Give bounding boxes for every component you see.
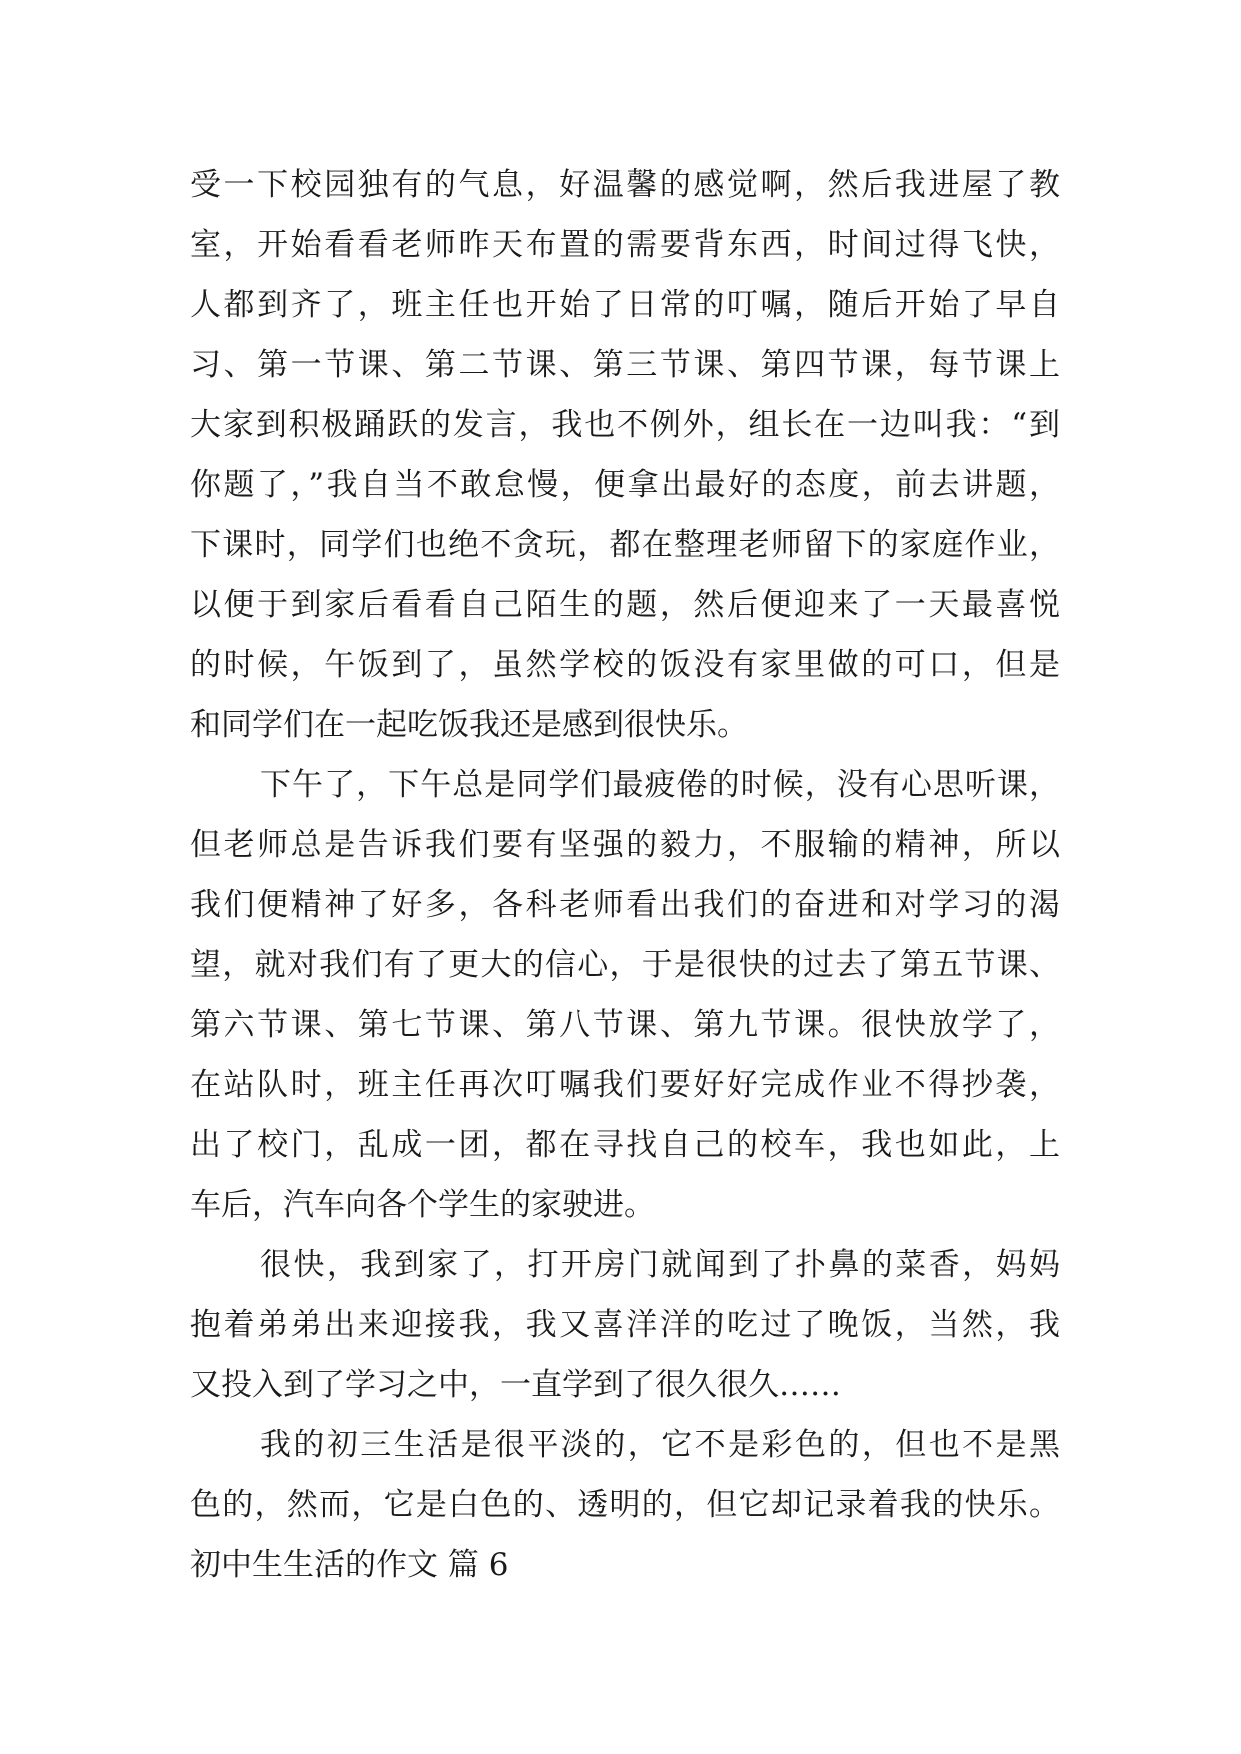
- paragraph-start-line: 下午了，下午总是同学们最疲倦的时候，没有心思听课，: [260, 767, 1060, 803]
- section-heading: 初中生生活的作文 篇 6: [190, 1547, 509, 1583]
- text-line: 的时候，午饭到了，虽然学校的饭没有家里做的可口，但是: [190, 647, 1060, 683]
- text-line: 下课时，同学们也绝不贪玩，都在整理老师留下的家庭作业，: [190, 527, 1060, 563]
- text-line: 抱着弟弟出来迎接我，我又喜洋洋的吃过了晚饭，当然，我: [190, 1307, 1060, 1343]
- text-line: 大家到积极踊跃的发言，我也不例外，组长在一边叫我：“到: [190, 407, 1060, 443]
- text-line: 以便于到家后看看自己陌生的题，然后便迎来了一天最喜悦: [190, 587, 1060, 623]
- text-line: 色的，然而，它是白色的、透明的，但它却记录着我的快乐。: [190, 1487, 1060, 1523]
- text-line: 在站队时，班主任再次叮嘱我们要好好完成作业不得抄袭，: [190, 1067, 1060, 1103]
- text-line: 出了校门，乱成一团，都在寻找自己的校车，我也如此，上: [190, 1127, 1060, 1163]
- paragraph-start-line: 很快，我到家了，打开房门就闻到了扑鼻的菜香，妈妈: [260, 1247, 1060, 1283]
- text-line: 人都到齐了，班主任也开始了日常的叮嘱，随后开始了早自: [190, 287, 1060, 323]
- text-line: 但老师总是告诉我们要有坚强的毅力，不服输的精神，所以: [190, 827, 1060, 863]
- paragraph-start-line: 我的初三生活是很平淡的，它不是彩色的，但也不是黑: [260, 1427, 1060, 1463]
- text-line: 望，就对我们有了更大的信心，于是很快的过去了第五节课、: [190, 947, 1060, 983]
- text-line: 车后，汽车向各个学生的家驶进。: [190, 1187, 655, 1223]
- text-line: 室，开始看看老师昨天布置的需要背东西，时间过得飞快，: [190, 227, 1060, 263]
- essay-text: [190, 155, 1060, 1595]
- text-line: 和同学们在一起吃饭我还是感到很快乐。: [190, 707, 748, 743]
- text-line: 第六节课、第七节课、第八节课、第九节课。很快放学了，: [190, 1007, 1060, 1043]
- text-line: 受一下校园独有的气息，好温馨的感觉啊，然后我进屋了教: [190, 167, 1060, 203]
- text-line: 我们便精神了好多，各科老师看出我们的奋进和对学习的渴: [190, 887, 1060, 923]
- text-line: 你题了，”我自当不敢怠慢，便拿出最好的态度，前去讲题，: [190, 467, 1060, 503]
- text-line: 又投入到了学习之中，一直学到了很久很久……: [190, 1367, 841, 1403]
- text-line: 习、第一节课、第二节课、第三节课、第四节课，每节课上: [190, 347, 1060, 383]
